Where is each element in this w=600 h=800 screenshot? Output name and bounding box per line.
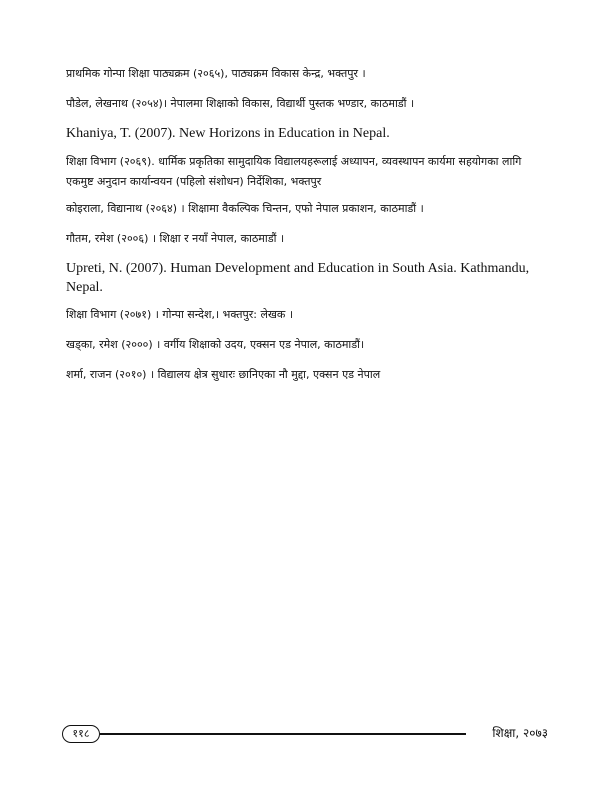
- reference-item: प्राथमिक गोन्पा शिक्षा पाठ्यक्रम (२०६५), पाठ्यक्रम विकास केन्द्र, भक्तपुर ।: [66, 67, 366, 80]
- reference-item: शिक्षा विभाग (२०७१) । गोन्पा सन्देश,। भक्तपुर: लेखक ।: [66, 308, 294, 321]
- footer-rule: [100, 733, 466, 735]
- reference-item: शर्मा, राजन (२०१०) । विद्यालय क्षेत्र सुधारः छानिएका नौ मुद्दा, एक्सन एड नेपाल: [66, 368, 381, 381]
- reference-item: Upreti, N. (2007). Human Development and Education in South Asia. Kathmandu, Nepal.: [66, 261, 530, 295]
- reference-item: शिक्षा विभाग (२०६९). धार्मिक प्रकृतिका सामुदायिक विद्यालयहरूलाई अध्यापन, व्यवस्थापन कार्यमा सहयोगका लागि एकमुष्ट अनुदान कार्यान्वयन (पहिलो संशोधन) निर्देशिका, भक्तपुर: [66, 155, 522, 188]
- page-footer: [62, 724, 548, 746]
- reference-item: कोइराला, विद्यानाथ (२०६४) । शिक्षामा वैकल्पिक चिन्तन, एफो नेपाल प्रकाशन, काठमाडौं ।: [66, 202, 424, 215]
- footer-publication-title: शिक्षा, २०७३: [492, 726, 548, 740]
- reference-item: खड्का, रमेश (२०००) । वर्गीय शिक्षाको उदय, एक्सन एड नेपाल, काठमाडौं।: [66, 338, 365, 351]
- page-number-badge: ११८: [62, 725, 100, 743]
- reference-item: गौतम, रमेश (२००६) । शिक्षा र नयाँ नेपाल, काठमाडौं ।: [66, 232, 285, 245]
- reference-item: Khaniya, T. (2007). New Horizons in Education in Nepal.: [66, 126, 390, 141]
- reference-item: पौडेल, लेखनाथ (२०५४)। नेपालमा शिक्षाको विकास, विद्यार्थी पुस्तक भण्डार, काठमाडौं ।: [66, 97, 415, 110]
- reference-list: [66, 64, 546, 385]
